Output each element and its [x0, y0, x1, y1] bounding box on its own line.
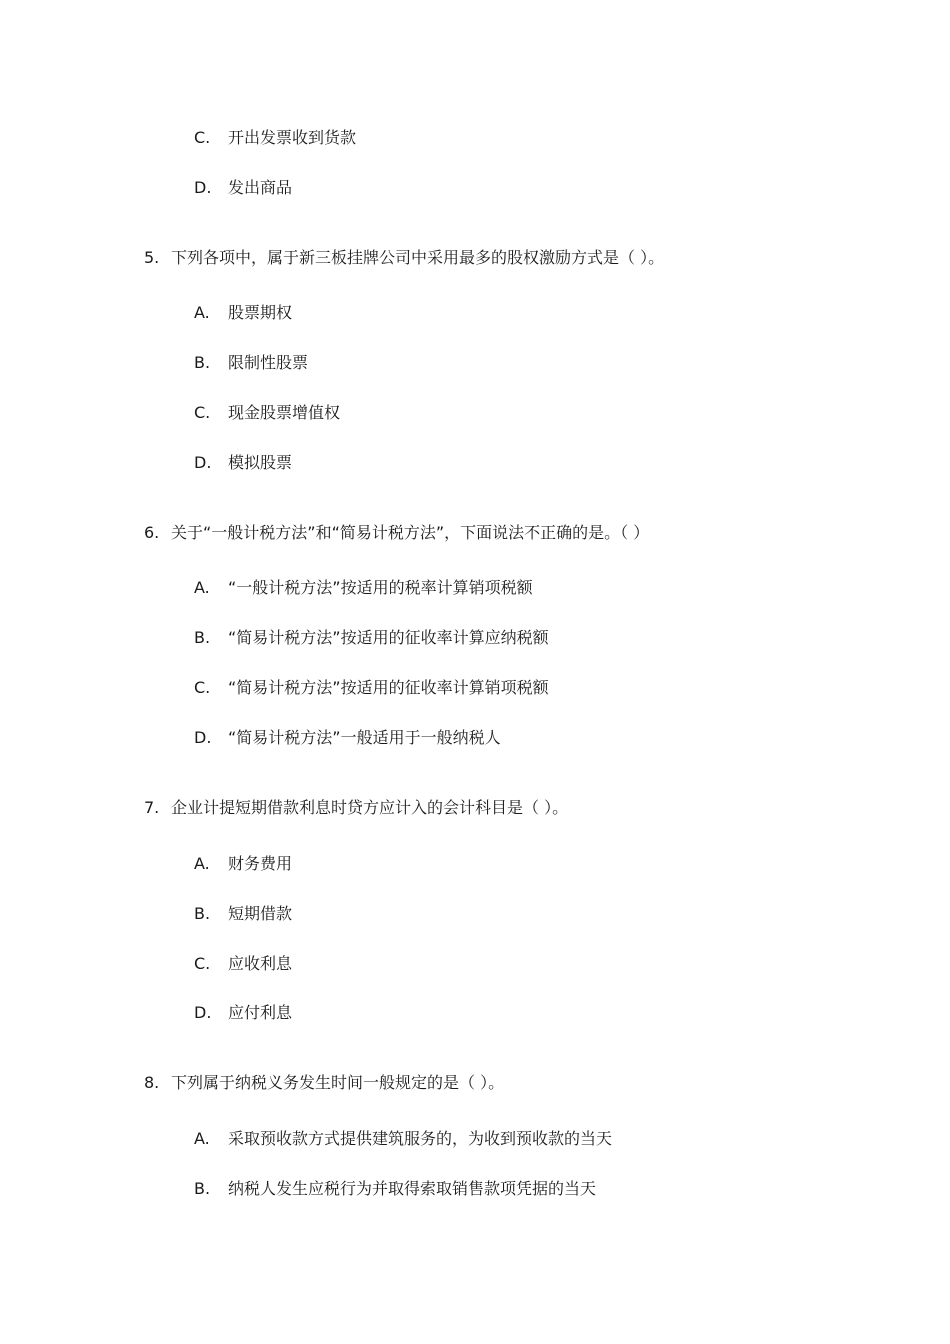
option-label: A. — [194, 1129, 210, 1148]
question-number: 7. — [144, 798, 160, 817]
option-label: C. — [194, 403, 211, 422]
option-text: 限制性股票 — [228, 353, 309, 372]
question-number: 8. — [144, 1073, 160, 1092]
option-label: C. — [194, 128, 211, 147]
option-label: C. — [194, 678, 211, 697]
option-text: 发出商品 — [228, 178, 293, 197]
option-text: 采取预收款方式提供建筑服务的，为收到预收款的当天 — [228, 1129, 613, 1148]
option-text: “简易计税方法”按适用的征收率计算应纳税额 — [228, 628, 549, 647]
option-text: 现金股票增值权 — [228, 403, 341, 422]
option-text: 应收利息 — [228, 954, 293, 973]
option-text: 财务费用 — [228, 854, 293, 873]
option-text: 股票期权 — [228, 303, 293, 322]
question-text: 关于“一般计税方法”和“简易计税方法”，下面说法不正确的是。（ ） — [171, 523, 650, 542]
option-label: B. — [194, 1179, 211, 1198]
question-text: 下列各项中，属于新三板挂牌公司中采用最多的股权激励方式是（ ）。 — [171, 248, 665, 267]
option-text: 短期借款 — [228, 904, 293, 923]
option-text: 开出发票收到货款 — [228, 128, 357, 147]
option-text: 纳税人发生应税行为并取得索取销售款项凭据的当天 — [228, 1179, 597, 1198]
option-text: 应付利息 — [228, 1003, 293, 1022]
question-text: 下列属于纳税义务发生时间一般规定的是（ ）。 — [171, 1073, 505, 1092]
option-label: C. — [194, 954, 211, 973]
option-text: “简易计税方法”按适用的征收率计算销项税额 — [228, 678, 549, 697]
question-number: 5. — [144, 248, 160, 267]
option-label: A. — [194, 303, 210, 322]
option-label: B. — [194, 628, 211, 647]
option-label: D. — [194, 178, 212, 197]
option-text: “简易计税方法”一般适用于一般纳税人 — [228, 728, 501, 747]
question-text: 企业计提短期借款利息时贷方应计入的会计科目是（ ）。 — [171, 798, 569, 817]
option-label: A. — [194, 578, 210, 597]
option-text: 模拟股票 — [228, 453, 293, 472]
option-label: D. — [194, 1003, 212, 1022]
option-label: A. — [194, 854, 210, 873]
option-label: B. — [194, 353, 211, 372]
option-label: D. — [194, 728, 212, 747]
question-number: 6. — [144, 523, 160, 542]
option-label: B. — [194, 904, 211, 923]
option-text: “一般计税方法”按适用的税率计算销项税额 — [228, 578, 533, 597]
option-label: D. — [194, 453, 212, 472]
